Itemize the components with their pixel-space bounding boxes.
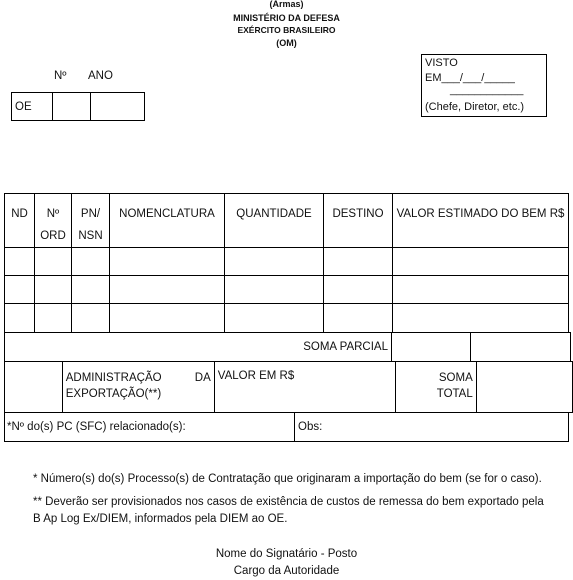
table-cell[interactable] <box>393 248 569 276</box>
obs-cell[interactable] <box>295 413 569 442</box>
oe-number-field[interactable] <box>53 93 91 121</box>
table-cell[interactable] <box>72 304 110 333</box>
table-row <box>5 248 569 276</box>
table-cell[interactable] <box>393 304 569 333</box>
visto-role: (Chefe, Diretor, etc.) <box>425 101 525 113</box>
table-header-row <box>5 194 569 248</box>
table-cell[interactable] <box>324 276 393 304</box>
table-cell[interactable] <box>5 304 35 333</box>
table-cell[interactable] <box>225 276 324 304</box>
valor-em-rs-label: VALOR EM R$ <box>217 370 295 382</box>
items-table <box>4 193 569 333</box>
soma-parcial-label: SOMA PARCIAL <box>303 341 388 353</box>
pc-obs-row <box>4 412 569 442</box>
note-2-line-1: ** Deverão ser provisionados nos casos de existência de custos de remessa do bem exportado pela <box>33 496 544 508</box>
col-nord: Nº ORD <box>35 194 72 248</box>
note-1: * Número(s) do(s) Processo(s) de Contratação que originaram a importação do bem (se for o caso). <box>33 473 542 485</box>
table-cell[interactable] <box>225 304 324 333</box>
table-row <box>5 304 569 333</box>
visto-signature-line: ____________ <box>450 84 524 96</box>
col-destino: DESTINO <box>324 194 393 248</box>
signatory-role: Cargo da Autoridade <box>233 565 340 577</box>
col-valor-estimado: VALOR ESTIMADO DO BEM R$ <box>393 194 569 248</box>
obs-label: Obs: <box>298 421 323 433</box>
col-pn-nsn: PN/ NSN <box>72 194 110 248</box>
oe-year-label: ANO <box>88 70 113 82</box>
oe-cell <box>12 93 53 121</box>
col-quantidade: QUANTIDADE <box>225 194 324 248</box>
oe-number-label: Nº <box>54 70 67 82</box>
oe-year-field[interactable] <box>91 93 145 121</box>
admin-blank-cell[interactable] <box>5 362 63 413</box>
pc-relacionado-cell[interactable] <box>5 413 295 442</box>
valor-em-rs-cell <box>214 362 396 413</box>
table-cell[interactable] <box>72 248 110 276</box>
admin-row <box>4 361 573 413</box>
visto-box <box>421 54 547 117</box>
soma-parcial-row <box>4 332 571 362</box>
pc-relacionado-label: *Nº do(s) PC (SFC) relacionado(s): <box>7 421 186 433</box>
table-cell[interactable] <box>5 248 35 276</box>
army-title: EXÉRCITO BRASILEIRO <box>237 25 336 33</box>
soma-total-cell <box>396 362 476 413</box>
table-cell[interactable] <box>35 304 72 333</box>
soma-total-label-1: SOMA <box>438 372 473 384</box>
table-cell[interactable] <box>324 304 393 333</box>
table-cell[interactable] <box>393 276 569 304</box>
arms-label: (Armas) <box>269 0 304 9</box>
col-nomenclatura: NOMENCLATURA <box>110 194 225 248</box>
signatory-name: Nome do Signatário - Posto <box>215 548 358 560</box>
table-cell[interactable] <box>35 248 72 276</box>
admin-exportacao-label-1: ADMINISTRAÇÃO <box>65 372 162 384</box>
table-row <box>5 276 569 304</box>
note-2-line-2: B Ap Log Ex/DIEM, informados pela DIEM ao OE. <box>33 513 288 525</box>
visto-date-line: EM___/___/_____ <box>425 72 515 84</box>
soma-parcial-extra[interactable] <box>471 333 571 362</box>
table-cell[interactable] <box>72 276 110 304</box>
table-cell[interactable] <box>110 248 225 276</box>
admin-exportacao-da: DA <box>194 372 211 384</box>
soma-total-label-2: TOTAL <box>436 388 473 400</box>
visto-label: VISTO <box>425 57 458 69</box>
table-cell[interactable] <box>110 304 225 333</box>
table-cell[interactable] <box>35 276 72 304</box>
soma-parcial-label-cell <box>5 333 392 362</box>
soma-parcial-value[interactable] <box>392 333 471 362</box>
table-cell[interactable] <box>110 276 225 304</box>
om-label: (OM) <box>276 38 297 48</box>
oe-table <box>11 92 145 121</box>
col-nd: ND <box>5 194 35 248</box>
admin-exportacao-cell <box>62 362 214 413</box>
table-cell[interactable] <box>5 276 35 304</box>
table-cell[interactable] <box>225 248 324 276</box>
table-cell[interactable] <box>324 248 393 276</box>
oe-label: OE <box>15 100 32 113</box>
soma-total-value[interactable] <box>476 362 572 413</box>
admin-exportacao-label-2: EXPORTAÇÃO(**) <box>65 388 162 400</box>
ministry-title: MINISTÉRIO DA DEFESA <box>233 13 340 23</box>
